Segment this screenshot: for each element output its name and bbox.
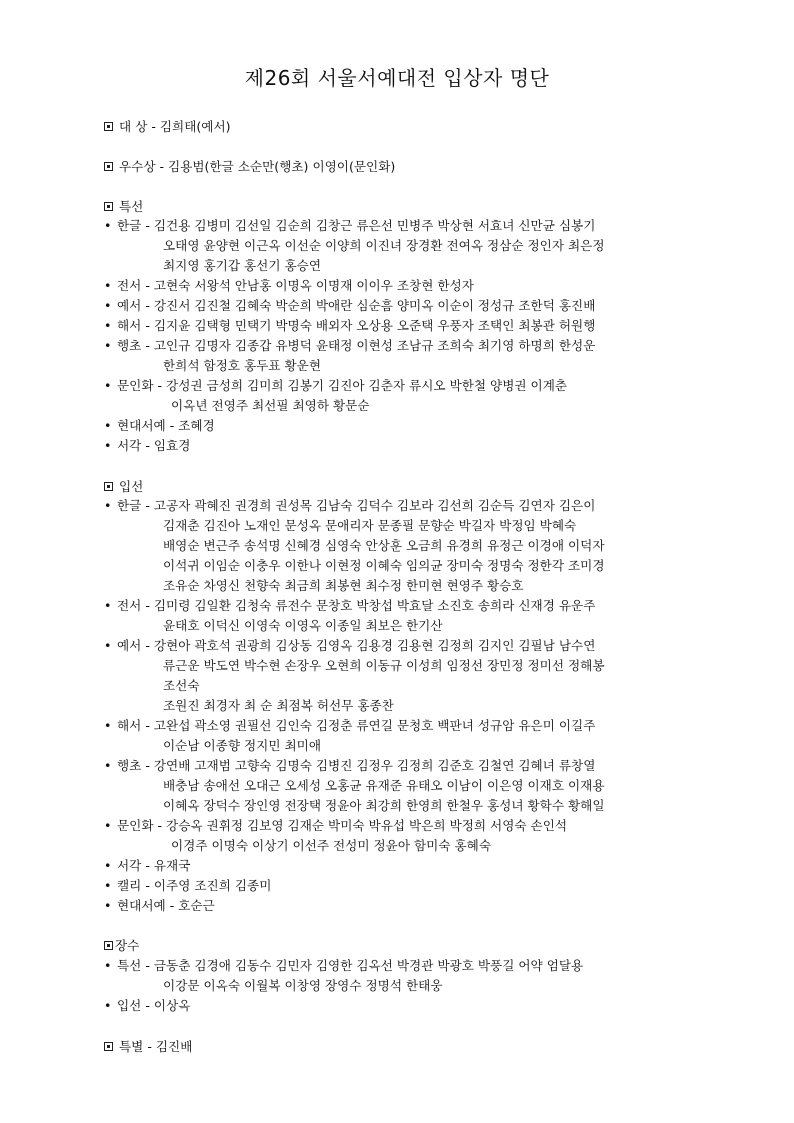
square-bullet-icon: [104, 941, 113, 950]
selected-jeonseo-line: 윤태호 이덕신 이영숙 이영옥 이종일 최보은 한기산: [163, 618, 443, 633]
dot-bullet-icon: •: [104, 818, 112, 833]
square-bullet-icon: [104, 202, 113, 211]
selected-hangul-line: 김재춘 김진아 노재인 문성옥 문애리자 문종필 문향순 박길자 박정임 박혜숙: [163, 518, 577, 533]
dot-bullet-icon: •: [104, 758, 112, 773]
jangsu-selected-line: • 입선 - 이상옥: [104, 996, 190, 1016]
special-hangul-line: • 한글 - 김건용 김병미 김선일 김순희 김창근 류은선 민병주 박상현 서효녀 신만균 심봉기: [104, 216, 595, 236]
square-bullet-icon: [104, 122, 113, 131]
selected-yeseo-line: 조원진 최경자 최 순 최점복 허선무 홍종찬: [163, 698, 394, 713]
selected-yeseo-line: • 예서 - 강현아 곽호석 권광희 김상동 김영옥 김용경 김용현 김정희 김지인 김필남 남수연: [104, 636, 595, 656]
selected-heading: 입선: [104, 477, 143, 497]
special-yeseo-line: • 예서 - 강진서 김진철 김혜숙 박순희 박애란 심순흠 양미옥 이순이 정성규 조한덕 홍진배: [104, 296, 595, 316]
selected-haengcho-line: 배충남 송애선 오대근 오세성 오홍균 유재준 유태오 이남이 이은영 이재호 이재용: [163, 778, 605, 793]
dot-bullet-icon: •: [104, 278, 112, 293]
dot-bullet-icon: •: [104, 878, 112, 893]
selected-jeonseo-line: • 전서 - 김미령 김일환 김청숙 류전수 문창호 박창섭 박효달 소진호 송희라 신재경 유운주: [104, 596, 595, 616]
dot-bullet-icon: •: [104, 318, 112, 333]
special-munin-line: 이옥년 전영주 최선필 최영하 황문순: [171, 398, 370, 413]
dot-bullet-icon: •: [104, 378, 112, 393]
special-award-line: 특별 - 김진배: [104, 1037, 192, 1057]
dot-bullet-icon: •: [104, 718, 112, 733]
special-jeonseo-line: • 전서 - 고현숙 서왕석 안남홍 이명옥 이명재 이이우 조창현 한성자: [104, 276, 474, 296]
selected-haengcho-line: 이혜옥 장덕수 장인영 전장택 정윤아 최강희 한영희 한철우 홍성녀 황학수 황해일: [163, 798, 605, 813]
dot-bullet-icon: •: [104, 638, 112, 653]
special-hangul-line: 오태영 윤양현 이근옥 이선순 이양희 이진녀 장경환 전여옥 정삼순 정인자 최은정: [163, 238, 605, 253]
dot-bullet-icon: •: [104, 438, 112, 453]
dot-bullet-icon: •: [104, 418, 112, 433]
selected-hangul-line: 배영순 변근주 송석명 신혜경 심영숙 안상훈 오금희 유경희 유정근 이경애 이덕자: [163, 538, 605, 553]
selected-yeseo-line: 조선숙: [163, 678, 200, 693]
special-haengcho-line: • 행초 - 고인규 김명자 김종갑 유병덕 윤태정 이현성 조남규 조희숙 최기영 하명희 한성운: [104, 336, 595, 356]
selected-hangul-line: • 한글 - 고공자 곽혜진 권경희 권성목 김남숙 김덕수 김보라 김선희 김순득 김연자 김은이: [104, 496, 595, 516]
selected-modern-line: • 현대서예 - 호순근: [104, 896, 215, 916]
special-modern-line: • 현대서예 - 조혜경: [104, 416, 215, 436]
dot-bullet-icon: •: [104, 298, 112, 313]
page-title: 제26회 서울서예대전 입상자 명단: [244, 66, 550, 90]
selected-seogak-line: • 서각 - 유재국: [104, 856, 190, 876]
excellence-prize-line: 우수상 - 김용범(한글 소순만(행초) 이영이(문인화): [104, 157, 395, 177]
selected-haeseo-line: 이순남 이종향 정지민 최미애: [163, 738, 321, 753]
selected-hangul-line: 조유순 차영신 천향숙 최금희 최봉현 최수정 한미현 현영주 황승호: [163, 578, 524, 593]
special-hangul-line: 최지영 홍기갑 홍선기 홍승연: [163, 258, 321, 273]
selected-haengcho-line: • 행초 - 강연배 고재범 고향숙 김명숙 김병진 김정우 김정희 김준호 김철연 김혜녀 류창열: [104, 756, 595, 776]
special-haeseo-line: • 해서 - 김지윤 김택형 민택기 박명숙 배외자 오상용 오준택 우풍자 조택인 최봉관 허원행: [104, 316, 595, 336]
selected-yeseo-line: 류근운 박도연 박수현 손장우 오현희 이동규 이성희 임정선 장민정 정미선 정해봉: [163, 658, 605, 673]
dot-bullet-icon: •: [104, 998, 112, 1013]
dot-bullet-icon: •: [104, 858, 112, 873]
square-bullet-icon: [104, 482, 113, 491]
special-haengcho-line: 한희석 함정호 홍두표 황운현: [163, 358, 321, 373]
selected-hangul-line: 이석귀 이임순 이충우 이한나 이현정 이혜숙 임의균 장미숙 정명숙 정한각 조미경: [163, 558, 605, 573]
grand-prize-line: 대 상 - 김희태(예서): [104, 117, 231, 137]
jangsu-heading: 장수: [104, 936, 139, 956]
selected-calli-line: • 캘리 - 이주영 조진희 김종미: [104, 876, 271, 896]
special-heading: 특선: [104, 197, 143, 217]
dot-bullet-icon: •: [104, 598, 112, 613]
jangsu-special-line: 이강문 이옥숙 이월복 이창영 장영수 정명석 한태웅: [163, 978, 443, 993]
selected-haeseo-line: • 해서 - 고완섭 곽소영 권필선 김인숙 김정춘 류연길 문청호 백판녀 성규암 유은미 이길주: [104, 716, 595, 736]
dot-bullet-icon: •: [104, 958, 112, 973]
dot-bullet-icon: •: [104, 498, 112, 513]
special-munin-line: • 문인화 - 강성권 금성희 김미희 김봉기 김진아 김춘자 류시오 박한철 양병권 이계춘: [104, 376, 567, 396]
dot-bullet-icon: •: [104, 218, 112, 233]
selected-munin-line: 이경주 이명숙 이상기 이선주 전성미 정윤아 함미숙 홍혜숙: [171, 838, 491, 853]
dot-bullet-icon: •: [104, 898, 112, 913]
dot-bullet-icon: •: [104, 338, 112, 353]
selected-munin-line: • 문인화 - 강승옥 권휘정 김보영 김재순 박미숙 박유섭 박은희 박정희 서영숙 손인석: [104, 816, 567, 836]
special-seogak-line: • 서각 - 임효경: [104, 436, 190, 456]
square-bullet-icon: [104, 1042, 113, 1051]
jangsu-special-line: • 특선 - 금동춘 김경애 김동수 김민자 김영한 김옥선 박경관 박광호 박풍길 어약 엄달용: [104, 956, 583, 976]
square-bullet-icon: [104, 162, 113, 171]
